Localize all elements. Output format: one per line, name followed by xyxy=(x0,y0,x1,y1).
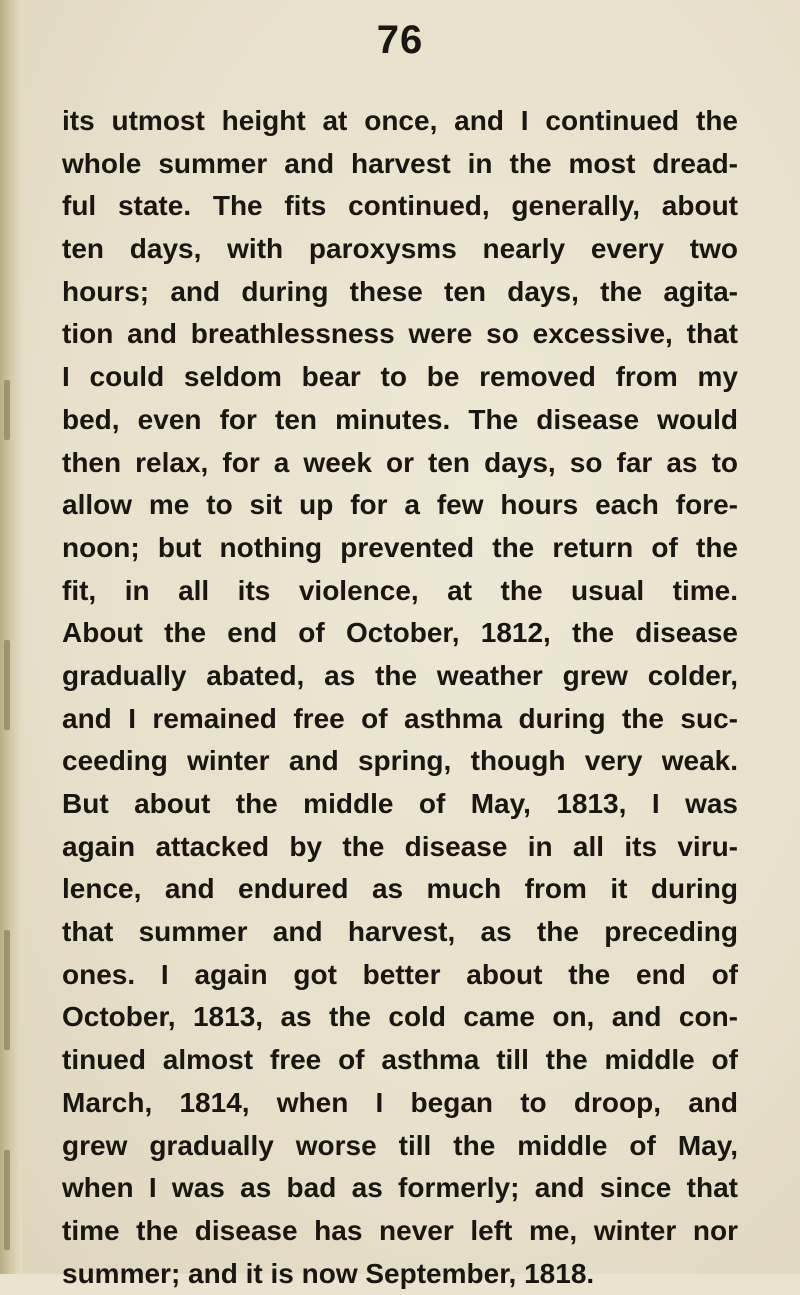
text-line: fit, in all its violence, at the usual time. xyxy=(62,574,738,606)
gutter-stain xyxy=(4,380,10,440)
text-line: About the end of October, 1812, the disease xyxy=(62,617,738,649)
page-number: 76 xyxy=(376,18,424,62)
text-line: ten days, with paroxysms nearly every two xyxy=(62,233,738,265)
text-line: ceeding winter and spring, though very weak. xyxy=(62,745,738,777)
gutter-stain xyxy=(4,1150,10,1250)
text-line: tion and breathlessness were so excessive, that xyxy=(62,318,738,350)
text-line: But about the middle of May, 1813, I was xyxy=(62,788,738,819)
text-line: when I was as bad as formerly; and since that xyxy=(62,1172,738,1204)
gutter-stain xyxy=(4,640,10,730)
text-line: lence, and endured as much from it during xyxy=(62,873,738,905)
text-line: ful state. The fits continued, generally, about xyxy=(62,190,738,222)
text-line: I could seldom bear to be removed from my xyxy=(62,361,738,393)
text-line: hours; and during these ten days, the agita- xyxy=(62,275,738,307)
gutter-stain xyxy=(4,930,10,1050)
page-gutter xyxy=(0,0,22,1274)
text-line: again attacked by the disease in all its viru- xyxy=(62,830,738,862)
text-line: whole summer and harvest in the most dread- xyxy=(62,147,738,179)
text-line: then relax, for a week or ten days, so far as to xyxy=(62,446,738,478)
text-line: tinued almost free of asthma till the middle of xyxy=(62,1044,738,1076)
text-line: and I remained free of asthma during the suc- xyxy=(62,702,738,734)
text-line: bed, even for ten minutes. The disease would xyxy=(62,403,738,435)
text-line: gradually abated, as the weather grew colder, xyxy=(62,659,738,691)
text-line: that summer and harvest, as the preceding xyxy=(62,916,738,948)
text-line: noon; but nothing prevented the return of the xyxy=(62,531,738,563)
text-line: March, 1814, when I began to droop, and xyxy=(62,1086,738,1118)
text-line: its utmost height at once, and I continued the xyxy=(62,105,738,136)
text-line: summer; and it is now September, 1818. xyxy=(62,1257,595,1289)
text-line: time the disease has never left me, winter nor xyxy=(62,1214,738,1246)
text-line: allow me to sit up for a few hours each fore- xyxy=(62,489,738,521)
body-text xyxy=(62,100,738,1295)
text-line: grew gradually worse till the middle of May, xyxy=(62,1129,738,1161)
text-line: ones. I again got better about the end of xyxy=(62,958,738,990)
text-line: October, 1813, as the cold came on, and con- xyxy=(62,1001,738,1033)
